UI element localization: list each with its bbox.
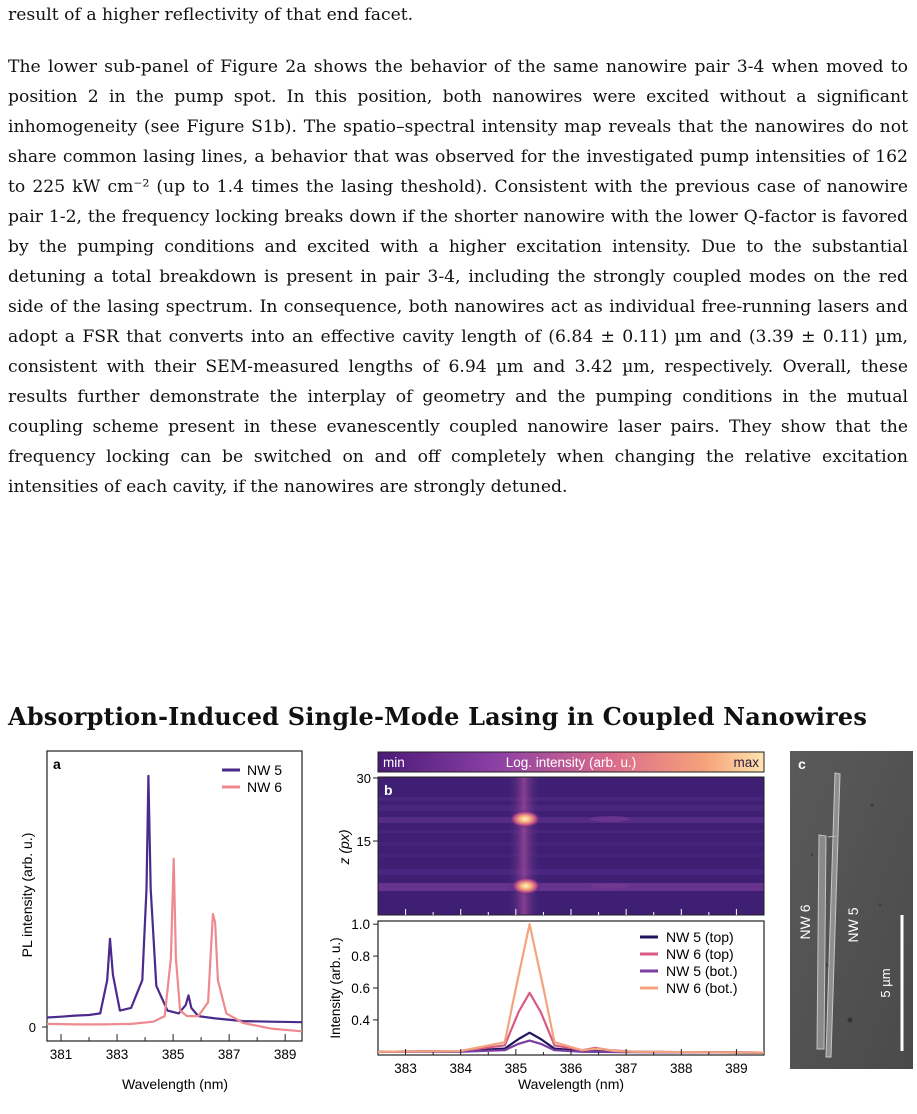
map-band [378,797,764,801]
legend-label-nw5-bot: NW 5 (bot.) [666,963,738,979]
x-tick-label: 387 [614,1061,638,1076]
scale-bar-label: 5 µm [878,968,893,998]
panel-a-x-axis [50,1034,297,1062]
x-tick-label: 388 [670,1061,693,1076]
x-tick-label: 385 [504,1061,528,1076]
sem-speck [879,904,882,907]
panel-a-xlabel: Wavelength (nm) [121,1076,229,1092]
panel-a-ylabel: PL intensity (arb. u.) [19,832,35,958]
wire-label-nw5: NW 5 [845,907,861,943]
x-tick-label: 383 [105,1047,129,1062]
map-band [378,817,764,823]
spectra-ylabel: Intensity (arb. u.) [328,937,343,1039]
y-tick-label: 0.4 [351,1012,370,1028]
x-tick-label: 389 [273,1047,297,1062]
map-band [378,883,764,891]
legend-label-nw6-top: NW 6 (top) [666,946,734,962]
paragraph-main [8,52,908,502]
colorbar-min-label: min [383,755,405,770]
legend-label-nw6-bot: NW 6 (bot.) [666,980,738,996]
sem-speck [811,854,813,856]
paragraph-previous-end [8,0,908,30]
x-tick-label: 381 [49,1047,73,1062]
series-line-nw-6-top- [378,993,764,1053]
panel-b-map [336,771,764,915]
paragraph-text: The lower sub-panel of Figure 2a shows the behavior of the same nanowire pair 3-4 when moved to position 2 in the pump spot. In this position, both nanowires were excited without a significant inhomogeneity (see Figure S1b). The spatio–spectral intensity map reveals that the nanowires do not share common lasing lines, a behavior that was observed for the investigated pump intensities of 162 to 225 kW cm⁻² (up to 1.4 times the lasing theshold). Consistent with the previous case of nanowire pair 1-2, the frequency locking breaks down if the shorter nanowire with the lower Q-factor is favored by the pumping conditions and excited with a higher excitation intensity. Due to the substantial detuning a total breakdown is present in pair 3-4, including the strongly coupled modes on the red side of the lasing spectrum. In consequence, both nanowires act as individual free-running lasers and adopt a FSR that converts into an effective cavity length of (6.84 ± 0.11) µm and (3.39 ± 0.11) µm, consistent with their SEM-measured lengths of 6.94 µm and 3.42 µm, respectively. Overall, these results further demonstrate the interplay of geometry and the pumping conditions in the mutual coupling scheme present in these evanescently coupled nanowire laser pairs. They show that the frequency locking can be switched on and off completely when changing the relative excitation intensities of each cavity, if the nanowires are strongly detuned. [8,57,908,497]
sem-speck [871,804,874,807]
map-ytick-label: 15 [356,834,371,849]
wire-label-nw6: NW 6 [797,904,813,940]
colorbar-title: Log. intensity (arb. u.) [505,755,637,770]
legend-label-nw5: NW 5 [247,762,282,778]
series-line-nw6 [47,859,302,1032]
map-faint-mode [590,816,630,822]
section-heading: Absorption-Induced Single-Mode Lasing in Coupled Nanowires [8,702,868,731]
map-ylabel: z (px) [336,829,352,865]
y-tick-label: 1.0 [351,917,370,933]
x-tick-label: 385 [161,1047,185,1062]
panel-a-label: a [53,756,61,772]
figure-2 [0,745,917,1114]
map-band [378,869,764,875]
y-tick-label: 0.8 [351,949,370,965]
panel-c-label: c [798,756,806,772]
map-hotspot-top [509,810,541,828]
panel-a-plot-area [47,776,302,1031]
x-tick-label: 387 [217,1047,241,1062]
map-band [378,842,764,846]
panel-b-xlabel: Wavelength (nm) [517,1076,625,1092]
spectra-y-axis [351,917,378,1028]
colorbar-max-label: max [733,755,759,770]
x-tick-label: 384 [449,1061,472,1076]
x-tick-label: 383 [394,1061,417,1076]
panel-a-legend [222,762,282,795]
map-ytick-label: 30 [356,771,371,786]
legend-label-nw6: NW 6 [247,779,282,795]
y-tick-label: 0.6 [351,981,370,996]
x-tick-label: 386 [559,1061,583,1076]
map-faint-mode [590,883,630,889]
nanowire-nw6 [817,835,826,1049]
map-hotspot-bottom [511,877,541,895]
map-band [378,830,764,833]
legend-label-nw5-top: NW 5 (top) [666,929,734,945]
panel-a [19,751,302,1092]
x-tick-label: 389 [725,1061,748,1076]
panel-b-legend [640,929,738,996]
panel-b-colorbar [378,752,764,772]
map-band [378,805,764,811]
sem-speck [848,1018,853,1023]
paragraph-text: result of a higher reflectivity of that end facet. [8,5,414,25]
panel-b-label: b [384,782,393,798]
panel-a-ytick-label: 0 [28,1020,36,1035]
panel-c [790,751,913,1069]
map-band [378,854,764,857]
panel-b-spectra [328,917,764,1092]
